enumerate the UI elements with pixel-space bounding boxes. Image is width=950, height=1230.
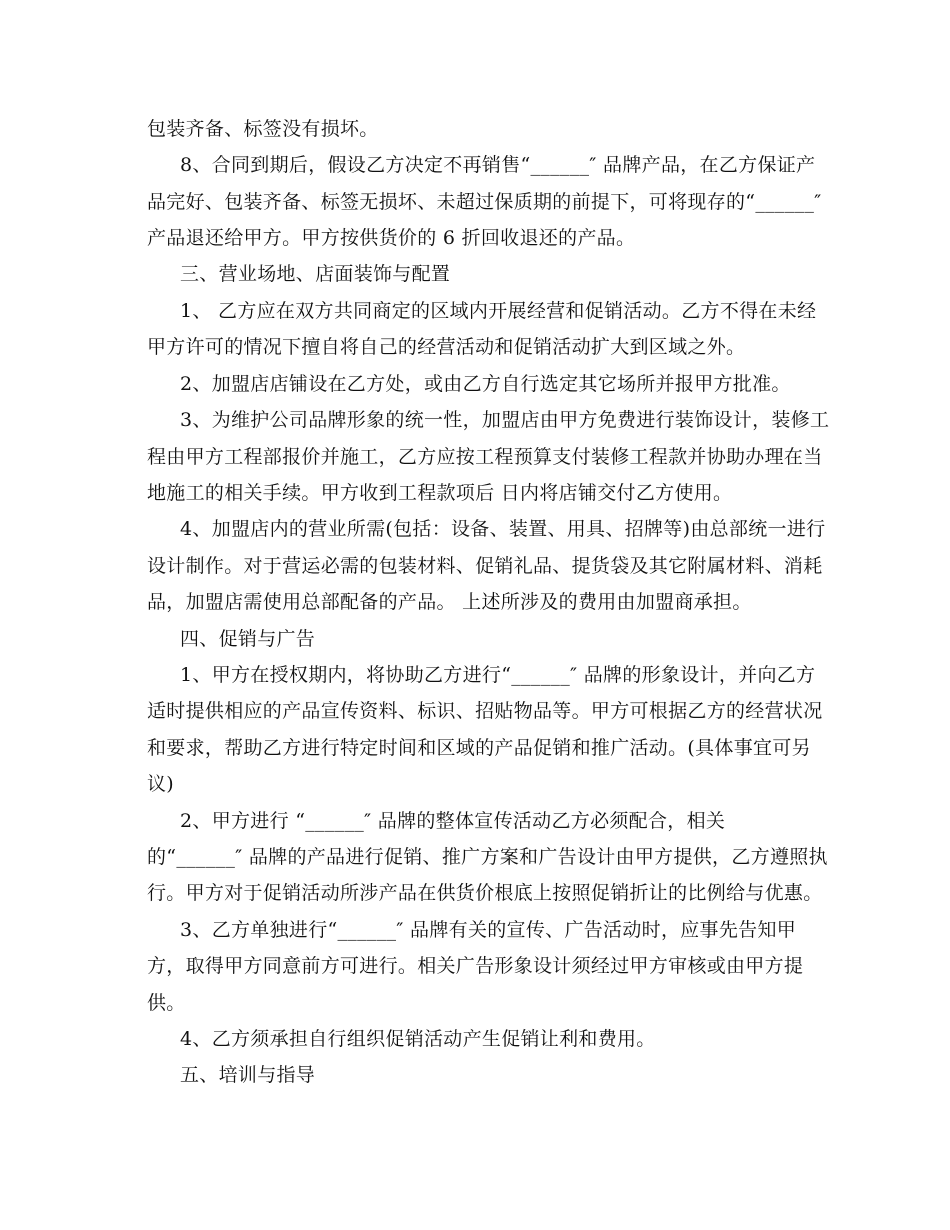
text-line: 3、乙方单独进行“______″ 品牌有关的宣传、广告活动时，应事先告知甲 [180, 919, 797, 941]
text-line: 甲方许可的情况下擅自将自己的经营活动和促销活动扩大到区域之外。 [147, 336, 746, 358]
section-heading: 五、培训与指导 [180, 1064, 316, 1086]
section-heading: 三、营业场地、店面装饰与配置 [180, 263, 451, 285]
text-line: 品完好、包装齐备、标签无损坏、未超过保质期的前提下，可将现存的“______″ [147, 191, 822, 213]
text-line: 1、甲方在授权期内，将协助乙方进行“______″ 品牌的形象设计，并向乙方 [180, 664, 816, 686]
text-line: 4、乙方须承担自行组织促销活动产生促销让利和费用。 [180, 1028, 656, 1050]
text-line: 2、加盟店店铺设在乙方处，或由乙方自行选定其它场所并报甲方批准。 [180, 373, 791, 395]
text-line: 的“______″ 品牌的产品进行促销、推广方案和广告设计由甲方提供，乙方遵照执 [147, 846, 828, 868]
section-heading: 四、促销与广告 [180, 628, 316, 650]
text-line: 产品退还给甲方。甲方按供货价的 6 折回收退还的产品。 [147, 227, 636, 249]
text-line: 3、为维护公司品牌形象的统一性，加盟店由甲方免费进行装饰设计，装修工 [180, 409, 830, 431]
text-line: 设计制作。对于营运必需的包装材料、促销礼品、提货袋及其它附属材料、消耗 [147, 555, 823, 577]
text-line: 地施工的相关手续。甲方收到工程款项后 日内将店铺交付乙方使用。 [147, 482, 733, 504]
text-line: 和要求，帮助乙方进行特定时间和区域的产品促销和推广活动。(具体事宜可另 [147, 737, 811, 759]
text-line: 品，加盟店需使用总部配备的产品。 上述所涉及的费用由加盟商承担。 [147, 591, 752, 613]
text-line: 适时提供相应的产品宣传资料、标识、招贴物品等。甲方可根据乙方的经营状况 [147, 700, 823, 722]
text-line: 8、合同到期后，假设乙方决定不再销售“______″ 品牌产品，在乙方保证产 [180, 154, 816, 176]
text-line: 议) [147, 773, 175, 795]
text-line: 供。 [147, 992, 186, 1014]
text-line: 2、甲方进行 “______″ 品牌的整体宣传活动乙方必须配合，相关 [180, 810, 726, 832]
text-line: 1、 乙方应在双方共同商定的区域内开展经营和促销活动。乙方不得在未经 [180, 300, 817, 322]
text-line: 方，取得甲方同意前方可进行。相关广告形象设计须经过甲方审核或由甲方提 [147, 955, 804, 977]
text-line: 4、加盟店内的营业所需(包括：设备、装置、用具、招牌等)由总部统一进行 [180, 518, 826, 540]
text-line: 行。甲方对于促销活动所涉产品在供货价根底上按照促销折让的比例给与优惠。 [147, 882, 823, 904]
text-line: 包装齐备、标签没有损坏。 [147, 118, 379, 140]
text-line: 程由甲方工程部报价并施工，乙方应按工程预算支付装修工程款并协助办理在当 [147, 446, 823, 468]
